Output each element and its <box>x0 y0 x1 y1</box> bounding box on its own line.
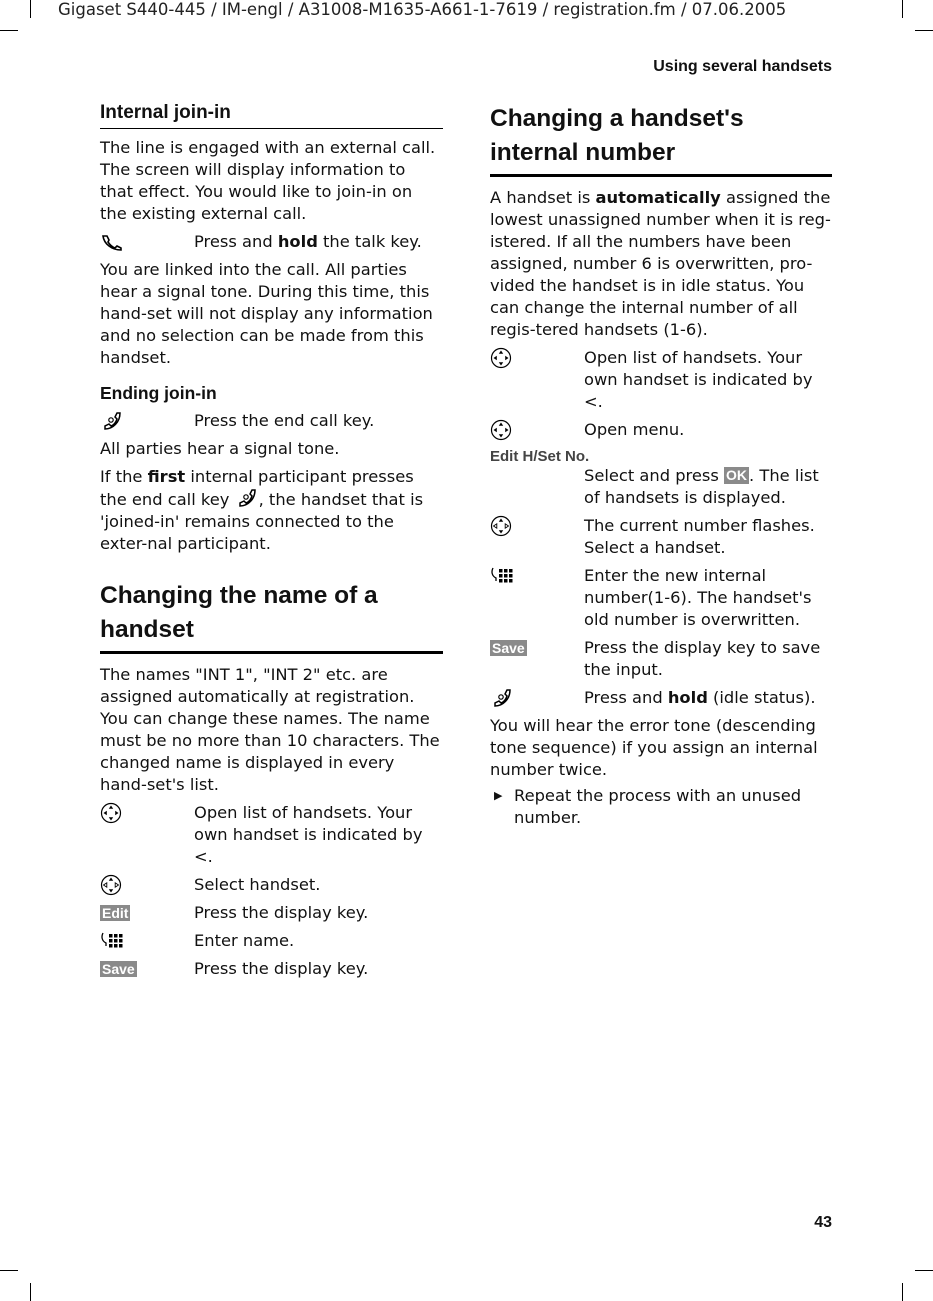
step-select-handset-text: The current number flashes. Select a handset. <box>584 516 815 557</box>
repeat-bullet-text: Repeat the process with an unused number. <box>514 786 802 827</box>
document-header: Gigaset S440-445 / IM-engl / A31008-M1635-A661-1-7619 / registration.fm / 07.06.2005 <box>58 0 787 19</box>
step-enter-name-text: Enter name. <box>194 931 295 950</box>
navigation-key-icon <box>100 874 194 896</box>
step-save-text: Press the display key to save the input. <box>584 638 821 679</box>
keypad-icon <box>490 565 584 587</box>
left-column <box>100 102 443 980</box>
talk-key-step-post: the talk key. <box>317 232 422 251</box>
step-enter-number <box>490 565 832 631</box>
crop-mark <box>902 0 903 18</box>
end-call-key-icon <box>490 687 584 709</box>
talk-key-step-bold: hold <box>277 232 318 251</box>
internal-join-in-heading: Internal join-in <box>100 102 443 129</box>
step-select-handset <box>100 874 443 896</box>
change-number-heading: Changing a handset's internal number <box>490 102 832 177</box>
step-open-menu <box>490 419 832 441</box>
step-open-list-text: Open list of handsets. Your own handset is indicated by <. <box>194 803 423 866</box>
ok-display-key[interactable]: OK <box>726 467 748 483</box>
crop-mark <box>0 1270 18 1271</box>
end-call-key-icon <box>235 488 259 508</box>
error-tone-paragraph: You will hear the error tone (descending tone sequence) if you assign an internal number twice. <box>490 716 818 779</box>
running-head: Using several handsets <box>653 58 832 75</box>
navigation-key-icon <box>490 419 584 441</box>
crop-mark <box>915 1270 933 1271</box>
linked-paragraph: You are linked into the call. All parties hear a signal tone. During this time, this hand-set will not display any information and no selection can be made from this handset. <box>100 260 433 367</box>
repeat-bullet <box>490 785 832 829</box>
menu-label-edit-hset-no: Edit H/Set No. <box>490 448 590 465</box>
page-number: 43 <box>814 1214 832 1231</box>
right-column <box>490 102 832 829</box>
navigation-key-icon <box>100 802 194 824</box>
internal-join-in-intro: The line is engaged with an external call. The screen will display information to that effect. You would like to join-in on the existing external call. <box>100 138 436 223</box>
step-save <box>100 958 443 980</box>
talk-key-icon <box>100 231 194 253</box>
ending-join-in-heading: Ending join-in <box>100 383 217 403</box>
step-hold-end-key: Press and hold (idle status). <box>490 687 832 709</box>
change-name-heading: Changing the name of a handset <box>100 579 443 654</box>
step-open-menu-text: Open menu. <box>584 420 685 439</box>
end-call-key-icon <box>100 410 194 432</box>
crop-mark <box>0 30 18 31</box>
save-display-key[interactable]: Save <box>102 961 135 977</box>
step-open-list <box>100 802 443 868</box>
navigation-key-icon <box>490 515 584 537</box>
talk-key-step <box>100 231 443 253</box>
step-save-text: Press the display key. <box>194 959 369 978</box>
save-display-key[interactable]: Save <box>492 640 525 656</box>
step-select-ok: Select and press OK . The list of handsets is displayed. <box>584 466 819 507</box>
step-edit <box>100 902 443 924</box>
keypad-icon <box>100 930 194 952</box>
triangle-bullet-icon: ▶ <box>494 790 503 802</box>
step-enter-name <box>100 930 443 952</box>
edit-display-key[interactable]: Edit <box>102 905 129 921</box>
change-name-intro: The names "INT 1", "INT 2" etc. are assigned automatically at registration. You can change these names. The name must be no more than 10 characters. The changed name is displayed in every hand-set's list. <box>100 665 440 794</box>
step-save <box>490 637 832 681</box>
end-call-step <box>100 410 443 432</box>
navigation-key-icon <box>490 347 584 369</box>
talk-key-step-pre: Press and <box>194 232 278 251</box>
change-number-intro: A handset is automatically assigned the lowest unassigned number when it is reg-istered. If all the numbers have been assigned, number 6 is overwritten, pro-vided the handset is in idle status. You can change the internal number of all regis-tered handsets (1-6). <box>490 188 831 339</box>
crop-mark <box>30 1283 31 1301</box>
crop-mark <box>30 0 31 18</box>
step-select-handset-text: Select handset. <box>194 875 321 894</box>
end-call-step-text: Press the end call key. <box>194 411 375 430</box>
signal-tone-text: All parties hear a signal tone. <box>100 439 340 458</box>
crop-mark <box>902 1283 903 1301</box>
step-select-handset <box>490 515 832 559</box>
step-open-list <box>490 347 832 413</box>
first-participant-paragraph: If the first internal participant presses the end call key , the handset that is 'joined-in' remains connected to the exter-nal participant. <box>100 467 424 553</box>
step-open-list-text: Open list of handsets. Your own handset is indicated by <. <box>584 348 813 411</box>
step-edit-text: Press the display key. <box>194 903 369 922</box>
step-enter-number-text: Enter the new internal number(1-6). The handset's old number is overwritten. <box>584 566 812 629</box>
crop-mark <box>915 30 933 31</box>
